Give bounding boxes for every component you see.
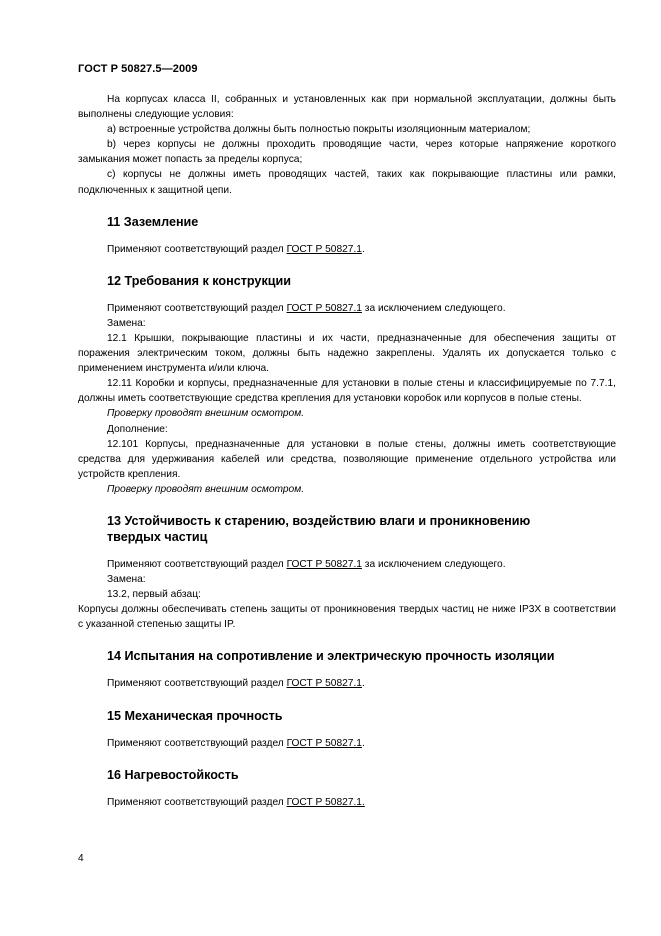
section-13-replace-label: Замена: — [107, 574, 146, 586]
intro-item-a: а) встроенные устройства должны быть полностью покрыты изоляционным материалом; — [107, 124, 531, 136]
document-body — [78, 92, 616, 810]
apply-text: Применяют соответствующий раздел — [107, 737, 284, 749]
section-13-apply — [78, 557, 616, 572]
clause-13-2: 13.2, первый абзац: — [107, 589, 201, 601]
apply-except: за исключением следующего. — [361, 558, 506, 570]
section-12-replace-label: Замена: — [107, 317, 146, 329]
intro-item-b: b) через корпусы не должны проходить проводящие части, через которые напряжение короткого замыкания может попасть за пределы корпуса; — [78, 139, 616, 166]
gost-link[interactable]: ГОСТ Р 50827.1 — [286, 243, 362, 255]
gost-link[interactable]: ГОСТ Р 50827.1 — [286, 796, 362, 808]
section-12-heading: 12 Требования к конструкции — [107, 273, 291, 288]
gost-link[interactable]: ГОСТ Р 50827.1 — [286, 302, 362, 314]
apply-text: Применяют соответствующий раздел — [107, 796, 284, 808]
section-13-heading-line2: твердых частиц — [107, 529, 208, 544]
apply-text: Применяют соответствующий раздел — [107, 243, 284, 255]
intro-item-c: с) корпусы не должны иметь проводящих частей, таких как покрывающие пластины или рамки, подключенных к защитной цепи. — [78, 169, 616, 196]
check-note-1: Проверку проводят внешним осмотром. — [107, 408, 305, 420]
apply-text: Применяют соответствующий раздел — [107, 558, 284, 570]
section-14-heading: 14 Испытания на сопротивление и электрическую прочность изоляции — [107, 649, 555, 664]
section-14-apply — [78, 676, 616, 691]
section-12-apply — [78, 301, 616, 316]
apply-period: . — [361, 243, 365, 255]
section-13-heading-line1: 13 Устойчивость к старению, воздействию влаги и проникновению — [107, 513, 531, 528]
section-11-apply — [78, 242, 616, 257]
section-15-heading: 15 Механическая прочность — [107, 708, 283, 723]
apply-period: . — [361, 796, 365, 808]
apply-text: Применяют соответствующий раздел — [107, 302, 284, 314]
clause-12-101: 12.101 Корпусы, предназначенные для установки в полые стены, должны иметь соответствующие средства для удерживания кабелей или средства, позволяющие применение отдельного устройства или устройств крепления. — [78, 438, 616, 480]
check-note-2: Проверку проводят внешним осмотром. — [107, 483, 305, 495]
clause-13-2-text: Корпусы должны обеспечивать степень защиты от проникновения твердых частиц не ниже IP3X в соответствии с указанной степенью защиты IP. — [78, 604, 616, 631]
gost-link[interactable]: ГОСТ Р 50827.1 — [286, 558, 362, 570]
section-12-addition-label: Дополнение: — [107, 423, 168, 435]
apply-period: . — [361, 678, 365, 690]
page-number: 4 — [78, 853, 84, 864]
clause-12-1: 12.1 Крышки, покрывающие пластины и их части, предназначенные для обеспечения защиты от поражения электрическим током, должны быть надежно закреплены. Удалять их допускается только с применением инструмента и/или ключа. — [78, 332, 616, 375]
section-15-apply — [78, 736, 616, 751]
document-header-code: ГОСТ Р 50827.5—2009 — [78, 63, 198, 75]
section-11-heading: 11 Заземление — [107, 214, 199, 229]
clause-12-11: 12.11 Коробки и корпусы, предназначенные для установки в полые стены и классифицируемые по 7.7.1, должны иметь соответствующие средства крепления для установки коробок или корпусов в полые стены. — [78, 378, 616, 405]
section-16-heading: 16 Нагревостойкость — [107, 767, 239, 782]
apply-except: за исключением следующего. — [361, 302, 506, 314]
section-16-apply — [78, 795, 616, 810]
gost-link[interactable]: ГОСТ Р 50827.1 — [286, 678, 362, 690]
gost-link[interactable]: ГОСТ Р 50827.1 — [286, 737, 362, 749]
apply-text: Применяют соответствующий раздел — [107, 678, 284, 690]
apply-period: . — [361, 737, 365, 749]
intro-paragraph: На корпусах класса II, собранных и установленных как при нормальной эксплуатации, должны быть выполнены следующие условия: — [78, 94, 616, 121]
